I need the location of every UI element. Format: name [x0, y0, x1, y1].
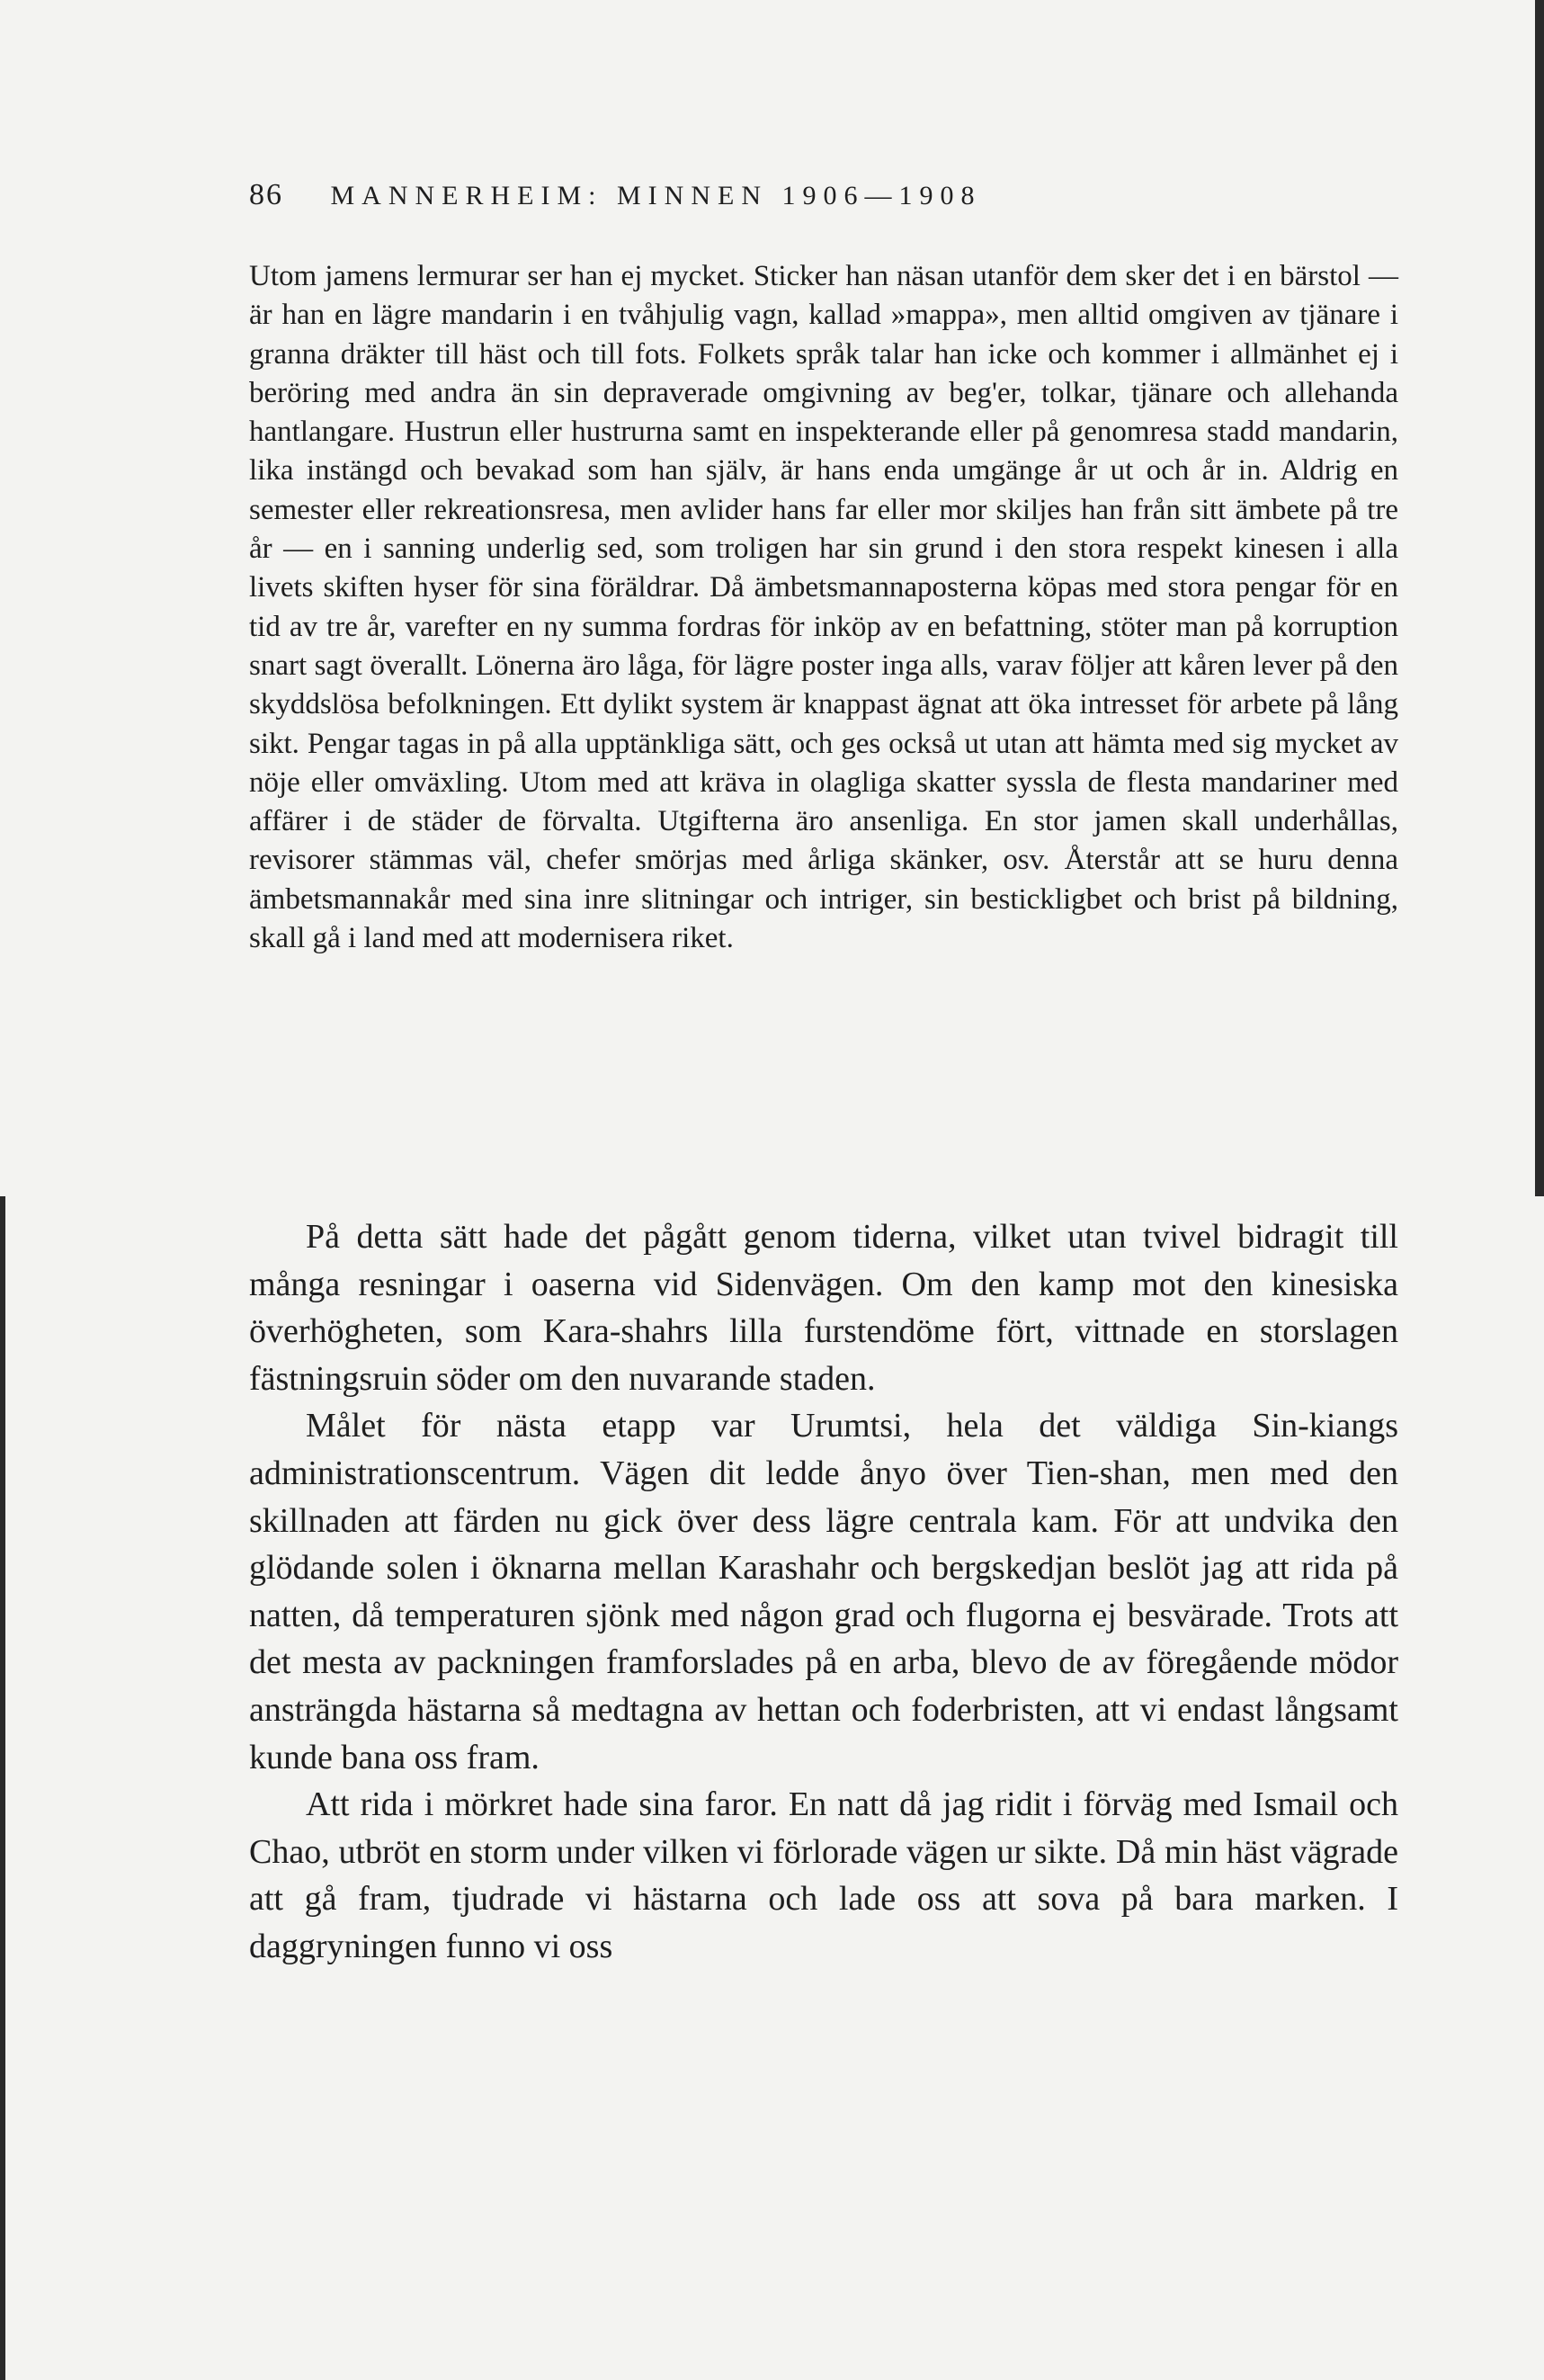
- page-header: [249, 178, 1283, 212]
- scan-edge-left: [0, 1196, 5, 2380]
- paragraph: Att rida i mörkret hade sina faror. En natt då jag ridit i förväg med Ismail och Chao, utbröt en storm under vilken vi förlorade vägen ur sikte. Då min häst vägrade att gå fram, tjudrade vi hästarna och lade oss att sova på bara marken. I daggryningen funno vi oss: [249, 1785, 1398, 1965]
- scan-edge-right: [1535, 0, 1544, 1196]
- running-title: MANNERHEIM: MINNEN 1906—1908: [330, 181, 982, 210]
- paragraph: På detta sätt hade det pågått genom tiderna, vilket utan tvivel bidragit till många resningar i oaserna vid Sidenvägen. Om den kamp mot den kinesiska överhögheten, som Kara-shahrs lilla furstendöme fört, vittnade en storslagen fästningsruin söder om den nuvarande staden.: [249, 1218, 1398, 1398]
- quoted-excerpt: Utom jamens lermurar ser han ej mycket. Sticker han näsan utanför dem sker det i en bärstol — är han en lägre mandarin i en tvåhjulig vagn, kallad »mappa», men alltid omgiven av tjänare i granna dräkter till häst och till fots. Folkets språk talar han icke och kommer i allmänhet ej i beröring med andra än sin depraverade omgivning av beg'er, tolkar, tjänare och allehanda hantlangare. Hustrun eller hustrurna samt en inspekterande eller på genomresa stadd mandarin, lika instängd och bevakad som han själv, är hans enda umgänge år ut och år in. Aldrig en semester eller rekreationsresa, men avlider hans far eller mor skiljes han från sitt ämbete på tre år — en i sanning underlig sed, som troligen har sin grund i den stora respekt kinesen i alla livets skiften hyser för sina föräldrar. Då ämbetsmannaposterna köpas med stora pengar för en tid av tre år, varefter en ny summa fordras för inköp av en befattning, stöter man på korruption snart sagt överallt. Lönerna äro låga, för lägre poster inga alls, varav följer att kåren lever på den skyddslösa befolkningen. Ett dylikt system är knappast ägnat att öka intresset för arbete på lång sikt. Pengar tagas in på alla upptänkliga sätt, och ges också ut utan att hämta med sig mycket av nöje eller omväxling. Utom med att kräva in olagliga skatter syssla de flesta mandariner med affärer i de städer de förvalta. Utgifterna äro ansenliga. En stor jamen skall underhållas, revisorer stämmas väl, chefer smörjas med årliga skänker, osv. Återstår att se huru denna ämbetsmannakår med sina inre slitningar och intriger, sin bestickligbet och brist på bildning, skall gå i land med att modernisera riket.: [249, 260, 1398, 955]
- body-text: [249, 1213, 1398, 1971]
- page-number: 86: [249, 178, 283, 211]
- paragraph: Målet för nästa etapp var Urumtsi, hela det väldiga Sin-kiangs administrationscentrum. Vägen dit ledde ånyo över Tien-shan, men med den skillnaden att färden nu gick över dess lägre centrala kam. För att undvika den glödande solen i öknarna mellan Karashahr och bergskedjan beslöt jag att rida på natten, då temperaturen sjönk med någon grad och flugorna ej besvärade. Trots att det mesta av packningen framforslades på en arba, blevo de av föregående mödor ansträngda hästarna så medtagna av hettan och foderbristen, att vi endast långsamt kunde bana oss fram.: [249, 1407, 1398, 1776]
